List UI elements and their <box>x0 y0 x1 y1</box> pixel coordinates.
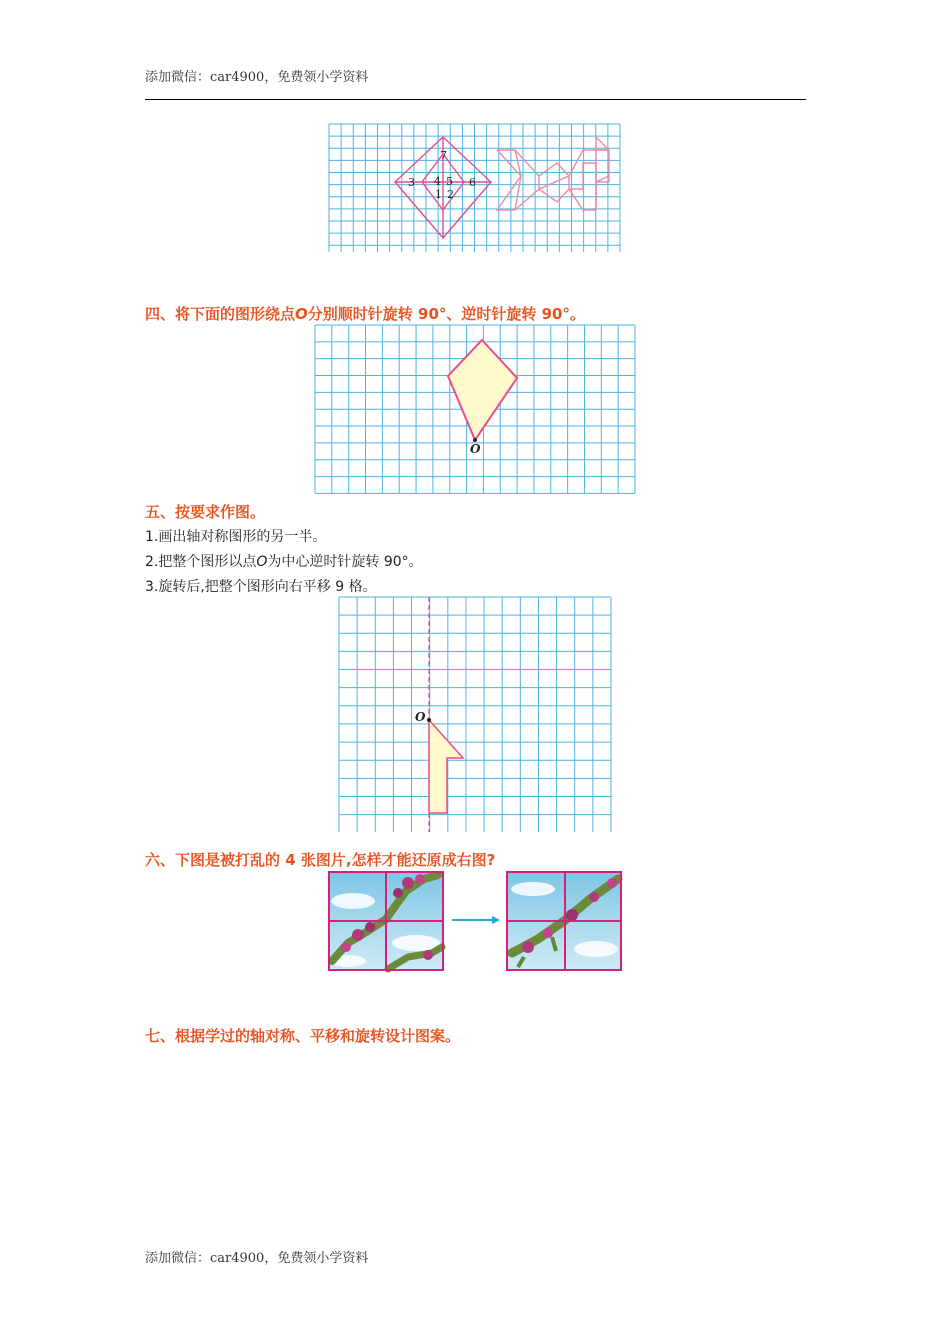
grid-label-6: 6 <box>469 176 476 189</box>
section-5-item-3: 3.旋转后,把整个图形向右平移 9 格。 <box>145 579 377 595</box>
kite-rotation-grid <box>315 325 635 493</box>
section-7-title: 七、根据学过的轴对称、平移和旋转设计图案。 <box>145 1027 461 1045</box>
grid-label-7: 7 <box>440 149 447 162</box>
fish-top-line <box>497 137 609 176</box>
point-o-dot <box>427 718 431 722</box>
restored-picture <box>507 872 621 970</box>
section-5-item-1: 1.画出轴对称图形的另一半。 <box>145 529 327 545</box>
symmetry-grid <box>339 597 611 832</box>
kite-shape <box>448 340 517 440</box>
header-text: 添加微信：car4900，免费领小学资料 <box>145 70 369 85</box>
grid-label-3: 3 <box>408 176 415 189</box>
puzzle-figure <box>328 871 623 972</box>
grid-label-1: 1 <box>435 188 442 201</box>
section-5-item-2 <box>145 551 423 571</box>
section-4-title <box>145 303 585 324</box>
grid-lines <box>339 597 611 832</box>
grid-label-5: 5 <box>446 175 453 188</box>
point-o-label: O <box>470 442 481 456</box>
fish-bottom-line <box>497 150 609 210</box>
section-5-item-2-pre: 2.把整个图形以点 <box>145 554 257 570</box>
section-5-item-2-post: 为中心逆时针旋转 90°。 <box>267 554 423 570</box>
footer-text: 添加微信：car4900，免费领小学资料 <box>145 1251 369 1266</box>
section-4-title-pre: 四、将下面的图形绕点 <box>145 305 296 323</box>
pattern-grid-figure <box>329 124 620 252</box>
section-4-title-var: O <box>295 305 308 323</box>
grid-label-2: 2 <box>447 188 454 201</box>
grid-label-4: 4 <box>434 175 441 188</box>
point-o-label: O <box>415 710 426 724</box>
section-5-title: 五、按要求作图。 <box>145 503 266 521</box>
shuffled-picture <box>329 872 443 970</box>
header-rule <box>145 99 806 100</box>
section-4-title-post: 分别顺时针旋转 90°、逆时针旋转 90°。 <box>307 305 585 323</box>
section-6-title: 六、下图是被打乱的 4 张图片,怎样才能还原成右图? <box>145 851 496 869</box>
section-5-item-2-var: O <box>256 554 268 570</box>
right-arrow-icon <box>452 916 500 924</box>
half-arrow-shape <box>429 720 463 813</box>
